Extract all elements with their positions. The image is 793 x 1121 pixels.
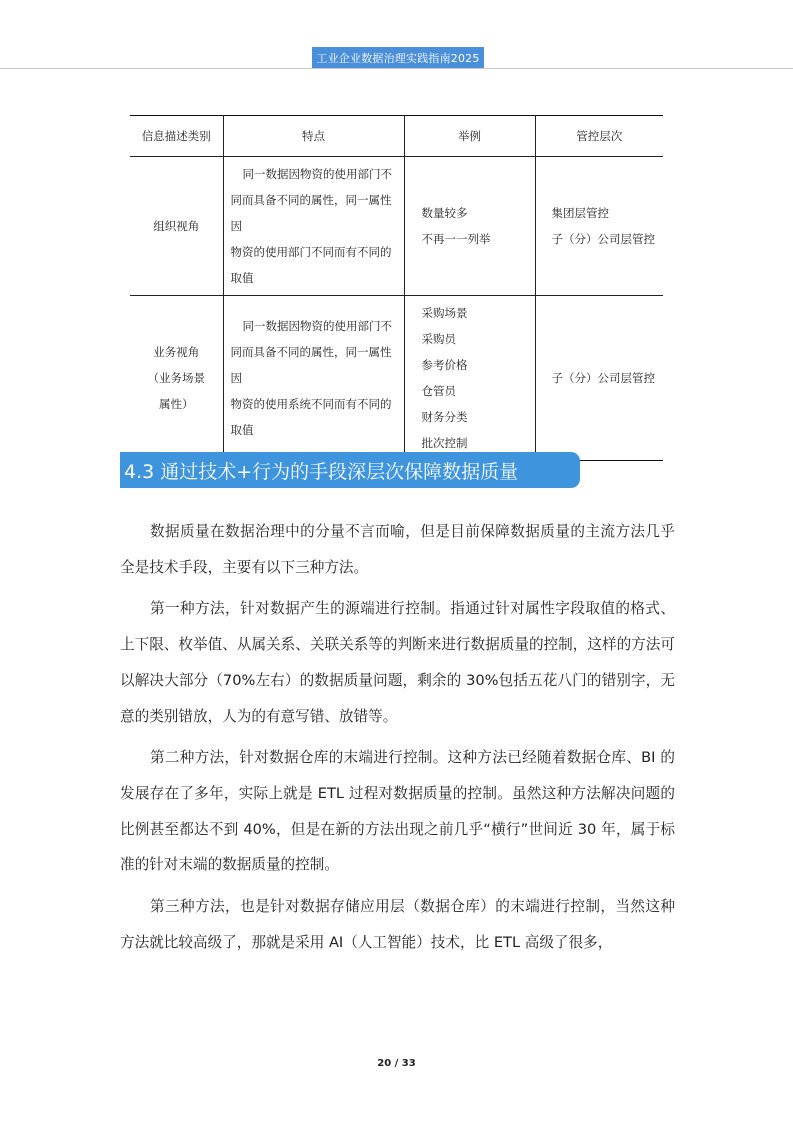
control-cell xyxy=(535,296,663,461)
table-row xyxy=(130,296,663,461)
category-text: 属性） xyxy=(159,397,194,411)
feature-text: 同而具备不同的属性，同一属性因 xyxy=(230,345,392,385)
example-text: 采购场景 xyxy=(421,306,468,320)
example-text: 不再一一列举 xyxy=(421,232,491,246)
feature-text: 同一数据因物资的使用部门不 xyxy=(242,319,392,333)
table-header-cell: 举例 xyxy=(404,116,535,157)
info-table xyxy=(130,115,663,461)
table-header-cell: 信息描述类别 xyxy=(130,116,223,157)
section-title: 4.3 通过技术+行为的手段深层次保障数据质量 xyxy=(124,460,519,483)
example-text: 批次控制 xyxy=(421,436,468,450)
feature-text: 同而具备不同的属性，同一属性因 xyxy=(230,193,392,233)
table-header-cell: 特点 xyxy=(223,116,404,157)
example-text: 仓管员 xyxy=(421,384,456,398)
table-row xyxy=(130,157,663,296)
example-text: 采购员 xyxy=(421,332,456,346)
table-header-row xyxy=(130,116,663,157)
paragraph: 第一种方法，针对数据产生的源端进行控制。指通过针对属性字段取值的格式、上下限、枚举值、从属关系、关联关系等的判断来进行数据质量的控制，这样的方法可以解决大部分（70%左右）的数据质量问题，剩余的 30%包括五花八门的错别字，无意的类别错放，人为的有意写错、放错等。 xyxy=(120,600,675,725)
feature-cell xyxy=(223,157,404,296)
table-header-cell: 管控层次 xyxy=(535,116,663,157)
control-text: 子（分）公司层管控 xyxy=(551,232,655,246)
header-title: 工业企业数据治理实践指南2025 xyxy=(312,47,484,69)
category-text: （业务场景 xyxy=(147,371,205,385)
feature-text: 取值 xyxy=(230,423,254,437)
control-text: 集团层管控 xyxy=(551,206,609,220)
example-text: 参考价格 xyxy=(421,358,468,372)
feature-text: 物资的使用部门不同而有不同的 xyxy=(230,245,392,259)
category-text: 业务视角 xyxy=(153,345,200,359)
feature-text: 取值 xyxy=(230,271,254,285)
page-number: 20 / 33 xyxy=(377,1058,416,1069)
category-cell xyxy=(130,296,223,461)
feature-text: 物资的使用系统不同而有不同的 xyxy=(230,397,392,411)
feature-cell xyxy=(223,296,404,461)
control-cell xyxy=(535,157,663,296)
example-text: 数量较多 xyxy=(421,206,468,220)
header-divider xyxy=(0,68,793,69)
example-cell xyxy=(404,296,535,461)
category-text: 组织视角 xyxy=(153,219,200,233)
feature-text: 同一数据因物资的使用部门不 xyxy=(242,167,392,181)
paragraph: 第二种方法，针对数据仓库的末端进行控制。这种方法已经随着数据仓库、BI 的发展存在了多年，实际上就是 ETL 过程对数据质量的控制。虽然这种方法解决问题的比例甚至都达不到 40%，但是在新的方法出现之前几乎“横行”世间近 30 年，属于标准的针对末端的数据质量的控制。 xyxy=(120,749,675,874)
example-text: 财务分类 xyxy=(421,410,468,424)
control-text: 子（分）公司层管控 xyxy=(551,371,655,385)
example-cell xyxy=(404,157,535,296)
section-heading xyxy=(120,452,580,488)
category-cell xyxy=(130,157,223,296)
paragraph: 数据质量在数据治理中的分量不言而喻，但是目前保障数据质量的主流方法几乎全是技术手段，主要有以下三种方法。 xyxy=(120,523,675,576)
body-text xyxy=(120,514,675,960)
paragraph: 第三种方法，也是针对数据存储应用层（数据仓库）的末端进行控制，当然这种方法就比较高级了，那就是采用 AI（人工智能）技术，比 ETL 高级了很多， xyxy=(120,898,675,951)
